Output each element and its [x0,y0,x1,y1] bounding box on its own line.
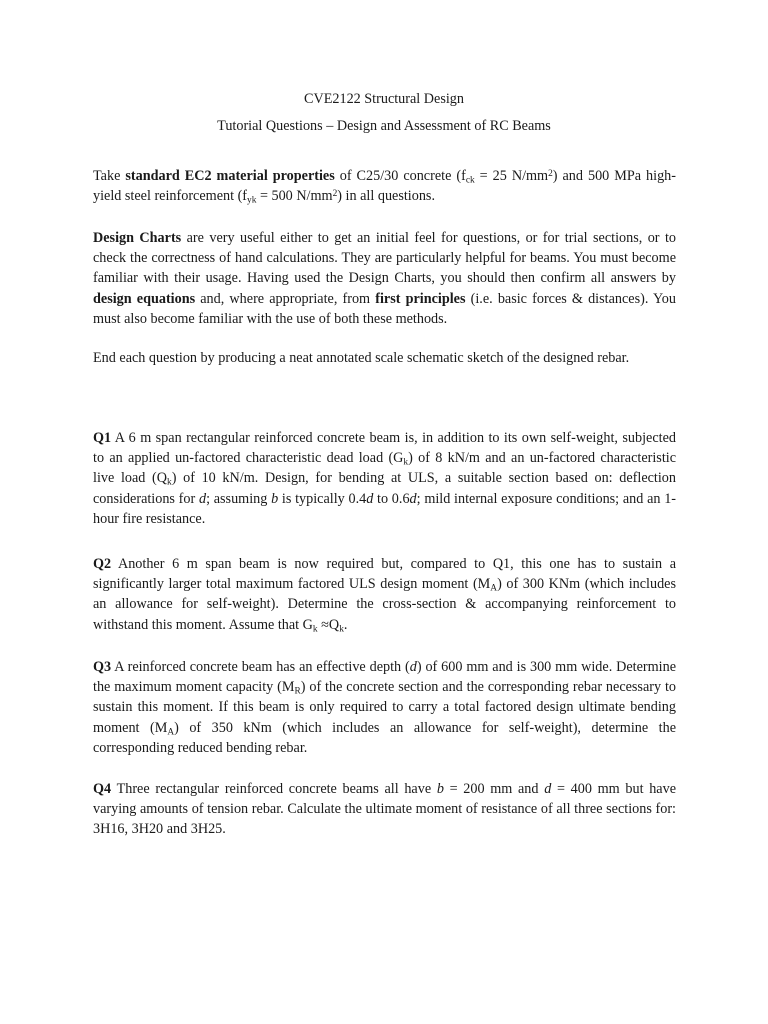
question-label: Q4 [93,781,112,797]
question-1: Q1 A 6 m span rectangular reinforced concrete beam is, in addition to its own self-weight, subjected to an applied un-factored characteristic dead load $(G_k)$ of 8 kN/m and an un-factored characteristic live load $(Q_k)$ of 10 kN/m. Design, for bending at ULS, a suitable section based on: deflection considerations for d; assuming b is typically 0.4d to 0.6d; mild internal exposure conditions; and an 1-hour fire resistance. [93,430,677,527]
question-3: Q3 A reinforced concrete beam has an effective depth (d) of 600 mm and is 300 mm wide. Determine the maximum moment capacity $(M_R)$ of the concrete section and the corresponding rebar necessary to sustain this moment. If this beam is only required to carry a total factored design ultimate bending moment $(M_A)$ of 350 kNm (which includes an allowance for self-weight), determine the corresponding reduced bending rebar. [93,659,677,756]
question-2: Q2 Another 6 m span beam is now required but, compared to Q1, this one has to sustain a significantly larger total maximum factored ULS design moment $(M_A)$ of 300 KNm (which includes an allowance for self-weight). Determine the cross-section & accompanying reinforcement to withstand this moment. Assume that $G_k \approx Q_k$. [93,556,676,634]
question-label: Q3 [93,659,112,675]
design-charts-paragraph: Design Charts are very useful either to get an initial feel for questions, or for trial sections, or to check the correctness of hand calculations. They are particularly helpful for beams. You must become familiar with their usage. Having used the Design Charts, you should then confirm all answers by design equations and, where appropriate, from first principles (i.e. basic forces & distances). You must also become familiar with the use of both these methods. [93,230,676,327]
tutorial-subtitle: Tutorial Questions – Design and Assessment of RC Beams [217,118,551,134]
question-label: Q2 [93,556,112,572]
question-label: Q1 [93,430,112,446]
course-title: CVE2122 Structural Design [304,91,464,107]
material-properties-paragraph: Take standard EC2 material properties of C25/30 concrete ($f_{ck} = 25$ $N/mm^2$) and 500 MPa high-yield steel reinforcement ($f_{yk} = 500$ $N/mm^2$) in all questions. [93,168,676,206]
question-4: Q4 Three rectangular reinforced concrete beams all have b = 200 mm and d = 400 mm but have varying amounts of tension rebar. Calculate the ultimate moment of resistance of all three sections for: 3H16, 3H20 and 3H25. [93,781,676,838]
sketch-instruction-paragraph: End each question by producing a neat annotated scale schematic sketch of the designed rebar. [93,350,630,366]
